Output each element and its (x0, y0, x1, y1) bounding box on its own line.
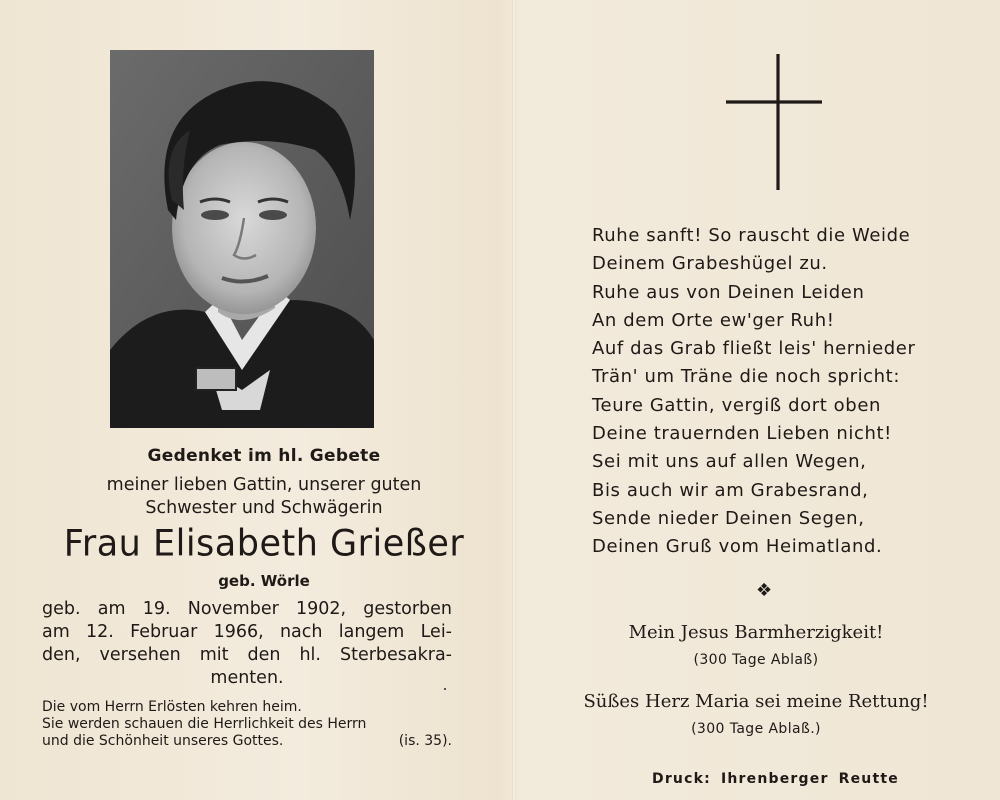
verse-line: und die Schönheit unseres Gottes. (42, 733, 284, 749)
bio-line: menten. (210, 668, 284, 688)
poem-line: Ruhe sanft! So rauscht die Weide (592, 225, 911, 246)
maiden-name: geb. Wörle (218, 572, 310, 590)
ornament-icon: ❖ (756, 580, 773, 601)
verse-line-last (42, 733, 452, 750)
bio-line: den, versehen mit den hl. Sterbesakra- (42, 645, 452, 665)
scripture-verse (42, 699, 452, 750)
deceased-name: Frau Elisabeth Grießer (63, 523, 465, 565)
poem-line: Teure Gattin, vergiß dort oben (592, 394, 882, 416)
gedenket-heading: Gedenket im hl. Gebete (147, 446, 381, 466)
poem-line: Sei mit uns auf allen Wegen, (592, 451, 867, 473)
bio-line: am 12. Februar 1966, nach langem Lei- (42, 622, 452, 642)
poem-line: Bis auch wir am Grabesrand, (592, 479, 869, 501)
poem-line: Auf das Grab fließt leis' hernieder (592, 338, 916, 360)
biography (42, 598, 452, 690)
printer-credit: Druck: Ihrenberger Reutte (652, 771, 899, 787)
poem-line: Deine trauernden Lieben nicht! (592, 423, 892, 445)
memorial-poem (592, 222, 915, 562)
verse-line: Die vom Herrn Erlösten kehren heim. (42, 699, 302, 715)
indulgence-note: (300 Tage Ablaß) (693, 652, 819, 668)
intro-line: meiner lieben Gattin, unserer guten (106, 475, 422, 495)
poem-line: An dem Orte ew'ger Ruh! (592, 309, 835, 331)
prayer-maria: Süßes Herz Maria sei meine Rettung! (583, 691, 929, 712)
poem-line: Ruhe aus von Deinen Leiden (592, 281, 865, 303)
paper-speck (444, 688, 446, 690)
poem-line: Trän' um Träne die noch spricht: (592, 366, 901, 388)
prayer-jesus: Mein Jesus Barmherzigkeit! (628, 622, 884, 643)
portrait-photo (110, 50, 374, 428)
indulgence-note: (300 Tage Ablaß.) (691, 721, 821, 737)
intro-line: Schwester und Schwägerin (145, 498, 383, 518)
verse-reference: (is. 35). (398, 733, 452, 749)
poem-line: Deinen Gruß vom Heimatland. (592, 536, 883, 558)
bio-line: geb. am 19. November 1902, gestorben (42, 599, 452, 619)
poem-line: Sende nieder Deinen Segen, (592, 507, 865, 529)
verse-line: Sie werden schauen die Herrlichkeit des Herrn (42, 716, 367, 732)
intro-text (40, 474, 488, 520)
right-page (516, 0, 1000, 800)
poem-line: Deinem Grabeshügel zu. (592, 253, 828, 275)
cross-icon (722, 54, 822, 194)
